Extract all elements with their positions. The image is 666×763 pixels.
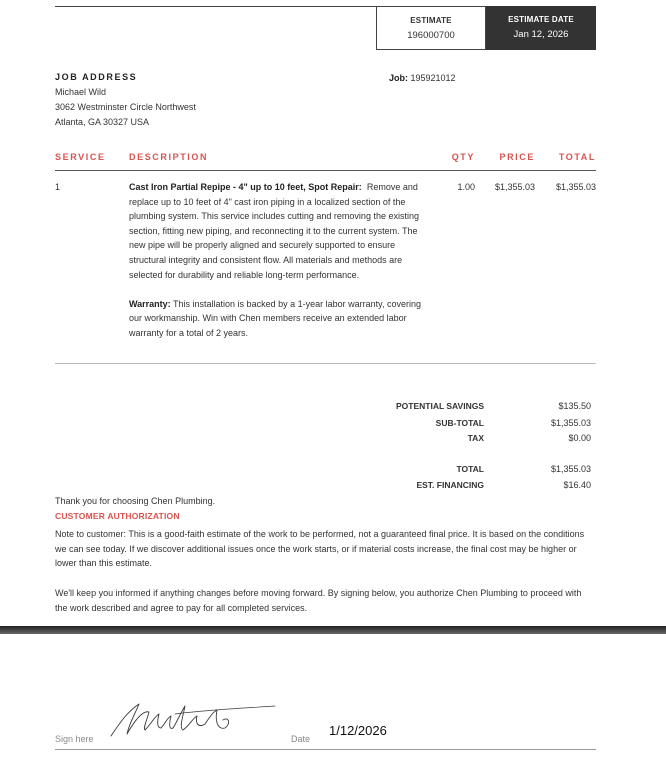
header-top-rule	[55, 6, 377, 7]
estimate-date-box	[486, 6, 596, 50]
column-header-service: SERVICE	[55, 152, 106, 162]
job-address-heading: JOB ADDRESS	[55, 72, 138, 82]
job-label: Job:	[389, 73, 408, 83]
warranty-label: Warranty:	[129, 298, 171, 309]
column-header-description: DESCRIPTION	[129, 152, 209, 162]
date-label: Date	[291, 734, 311, 744]
financing-value: $16.40	[563, 480, 591, 490]
signature-date[interactable]: 1/12/2026	[329, 723, 387, 738]
estimate-date-label: ESTIMATE DATE	[508, 15, 574, 24]
potential-savings-label: POTENTIAL SAVINGS	[395, 401, 484, 411]
column-header-qty: QTY	[451, 152, 475, 162]
column-header-total: TOTAL	[558, 152, 596, 162]
customer-note: Note to customer: This is a good-faith estimate of the work to be performed, not a guaranteed final price. It is based on the conditions we can see today. If we discover additional issues once the work starts, or if material costs increase, the final cost may be higher or lower than this estimate.	[55, 529, 585, 569]
job-number: 195921012	[410, 73, 456, 83]
potential-savings-value: $135.50	[558, 401, 591, 411]
line-item-qty: 1.00	[457, 182, 475, 192]
street-address: 3062 Westminster Circle Northwest	[55, 102, 196, 112]
service-number: 1	[55, 182, 61, 192]
line-item-body: Remove and replace up to 10 feet of 4" cast iron piping in a localized section of the plumbing system. This service includes cutting and removing the existing section, fitting new piping, and reconnecting it to the current system. The new pipe will be properly aligned and securely supported to ensure structural integrity and consistent flow. All materials and methods are selected for durability and reliable long-term performance.	[129, 182, 419, 280]
estimate-number-box	[376, 6, 486, 50]
job-number-line	[389, 73, 456, 83]
table-header-rule	[55, 170, 596, 171]
sign-here-label: Sign here	[55, 734, 94, 744]
signature-line	[55, 749, 596, 750]
total-value: $1,355.03	[550, 464, 591, 474]
financing-label: EST. FINANCING	[416, 480, 484, 490]
signature-section-divider	[0, 626, 666, 634]
line-item-description	[129, 180, 434, 355]
customer-authorization-heading: CUSTOMER AUTHORIZATION	[55, 511, 180, 521]
total-label: TOTAL	[456, 464, 484, 474]
line-item-price: $1,355.03	[494, 182, 535, 192]
tax-label: TAX	[467, 433, 484, 443]
line-item-total: $1,355.03	[555, 182, 596, 192]
estimate-date: Jan 12, 2026	[513, 29, 569, 40]
city-line: Atlanta, GA 30327 USA	[55, 117, 150, 127]
line-item-title: Cast Iron Partial Repipe - 4" up to 10 feet, Spot Repair:	[129, 182, 362, 192]
warranty-text: This installation is backed by a 1-year labor warranty, covering our workmanship. Win with Chen members receive an extended labor warranty for a total of 2 years.	[129, 298, 421, 338]
estimate-label: ESTIMATE	[410, 16, 452, 25]
subtotal-value: $1,355.03	[550, 418, 591, 428]
customer-signature[interactable]	[105, 698, 280, 742]
customer-name: Michael Wild	[55, 87, 107, 97]
authorization-note: We'll keep you informed if anything changes before moving forward. By signing below, you authorize Chen Plumbing to proceed with the work described and agree to pay for all completed services.	[55, 588, 582, 613]
table-bottom-rule	[55, 363, 596, 364]
column-header-price: PRICE	[499, 152, 535, 162]
subtotal-label: SUB-TOTAL	[435, 418, 484, 428]
tax-value: $0.00	[568, 433, 591, 443]
thank-you-text: Thank you for choosing Chen Plumbing.	[55, 496, 216, 506]
estimate-number: 196000700	[407, 30, 455, 41]
